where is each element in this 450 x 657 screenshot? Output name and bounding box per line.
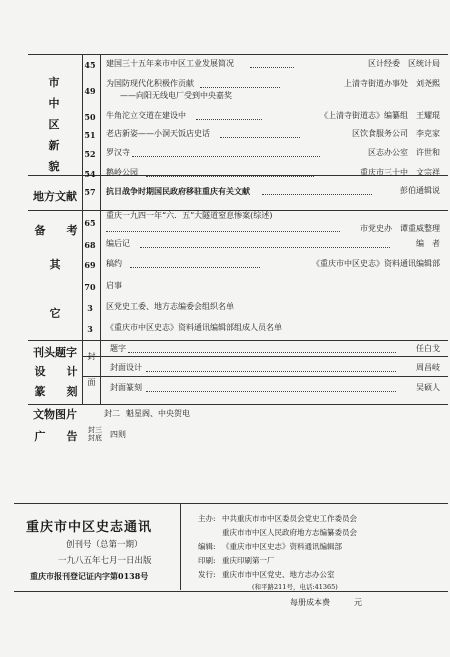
credit-label: 发行: (198, 570, 216, 579)
article-title: 鹅岭公园 (106, 168, 138, 177)
section-xinmao-1: 市 (48, 76, 60, 89)
article-title: 抗日战争时期国民政府移驻重庆有关文献 (106, 186, 250, 196)
article-author: 重庆市三十中 文宗祥 (360, 168, 440, 177)
cover-author: 吴硕人 (416, 383, 440, 392)
page-num: 45 (84, 60, 96, 70)
section-wenxian: 地方文献 (33, 190, 77, 203)
page-num: 65 (84, 218, 96, 228)
credit-label: 主办: (198, 514, 216, 523)
article-author: 区志办公室 许世和 (368, 148, 440, 157)
section-beikao-2: 考 (66, 224, 78, 237)
article-title: 重庆一九四一年“六．五”大隧道窒息惨案(综述) (106, 211, 273, 220)
section-zhuanke-1: 篆 (34, 385, 46, 398)
article-title: 老店新姿——小洞天饭店史话 (106, 129, 210, 138)
masthead-date: 一九八五年七月一日出版 (58, 556, 152, 566)
cover-author: 周昌岐 (416, 363, 440, 372)
cover-label-feng2: 封二 (104, 409, 120, 418)
cover-title: 封面篆刻 (110, 383, 142, 392)
page-num: 70 (84, 282, 96, 292)
article-title: 罗汉寺 (106, 148, 130, 157)
section-sheji-2: 计 (66, 365, 78, 378)
page-num: 57 (84, 187, 96, 197)
section-zhuanke-2: 刻 (66, 385, 78, 398)
article-author: 《上清寺街道志》编纂组 王耀琨 (320, 111, 440, 120)
masthead-issue: 创刊号（总第一期） (66, 540, 143, 550)
article-title: 为国防现代化积极作贡献 (106, 79, 194, 88)
masthead-permit: 重庆市报刊登记证内字第0138号 (30, 571, 149, 581)
cover-title: 魁星阁、中央贺电 (126, 409, 190, 418)
section-wenwu: 文物图片 (33, 408, 77, 421)
article-author: 区饮食服务公司 李克家 (352, 129, 440, 138)
masthead-title: 重庆市中区史志通讯 (26, 520, 153, 535)
top-rule (28, 54, 448, 55)
page-num: 3 (87, 303, 93, 313)
credit-value: 重庆市市中区人民政府地方志编纂委员会 (222, 528, 357, 537)
page-num: 69 (84, 260, 96, 270)
page-num: 68 (84, 240, 96, 250)
article-author: 市党史办 谭重威整理 (360, 224, 440, 233)
address: (和平路211号，电话:41365) (252, 583, 338, 591)
article-title: 稿约 (106, 259, 122, 268)
cover-label-feng3: 封三 (88, 426, 102, 434)
credit-value: 重庆市市中区党史、地方志办公室 (222, 570, 335, 579)
section-ta: 它 (49, 307, 61, 320)
section-xinmao-4: 新 (48, 139, 60, 152)
cover-title: 封面设计 (110, 363, 142, 372)
credit-label: 编辑: (198, 542, 216, 551)
page-num: 51 (84, 130, 96, 140)
credit-value: 重庆印刷第一厂 (222, 556, 275, 565)
cover-label-mian: 面 (87, 378, 96, 386)
cover-title: 题字 (110, 344, 126, 353)
price: 每册成本费 元 (290, 598, 362, 607)
section-xinmao-2: 中 (48, 97, 60, 110)
section-guanggao-1: 广 (34, 430, 46, 443)
section-beikao-1: 备 (34, 224, 46, 237)
article-author: 《重庆市中区史志》资料通讯编辑部 (312, 259, 440, 268)
left-divider (82, 54, 83, 404)
article-title: 启事 (106, 281, 122, 290)
page-num: 52 (84, 149, 96, 159)
article-title: 编后记 (106, 239, 130, 248)
article-title: 区党史工委、地方志编委会组织名单 (106, 302, 234, 311)
article-author: 区计经委 区统计局 (368, 59, 440, 68)
section-qi: 其 (49, 258, 61, 271)
credit-value: 中共重庆市市中区委员会党史工作委员会 (222, 514, 357, 523)
article-title: 牛角沱立交道在建设中 (106, 111, 186, 120)
section-xinmao-3: 区 (48, 118, 60, 131)
page-num: 54 (84, 169, 96, 179)
article-author: 彭伯通辑说 (400, 186, 440, 195)
section-xinmao-5: 貌 (48, 160, 60, 173)
article-subtitle: ——向阳无线电厂受到中央嘉奖 (120, 91, 232, 100)
credit-value: 《重庆市中区史志》资料通讯编辑部 (222, 542, 342, 551)
num-divider (100, 54, 101, 347)
page-num: 49 (84, 86, 96, 96)
cover-title: 四则 (110, 430, 126, 439)
section-sheji-1: 设 (34, 365, 46, 378)
article-author: 编 者 (416, 239, 440, 248)
page-num: 3 (87, 324, 93, 334)
article-title: 《重庆市中区史志》资料通讯编辑部组成人员名单 (106, 323, 282, 332)
page-num: 50 (84, 112, 96, 122)
cover-label-fengdi: 封底 (88, 434, 102, 442)
section-guanggao-2: 告 (66, 430, 78, 443)
cover-label-feng: 封 (87, 352, 96, 360)
cover-author: 任白戈 (416, 344, 440, 353)
article-author: 上清寺街道办事处 刘尧熙 (344, 79, 440, 88)
section-kantou: 刊头题字 (33, 346, 77, 359)
credit-label: 印刷: (198, 556, 216, 565)
article-title: 建国三十五年来市中区工业发展简况 (106, 59, 234, 68)
